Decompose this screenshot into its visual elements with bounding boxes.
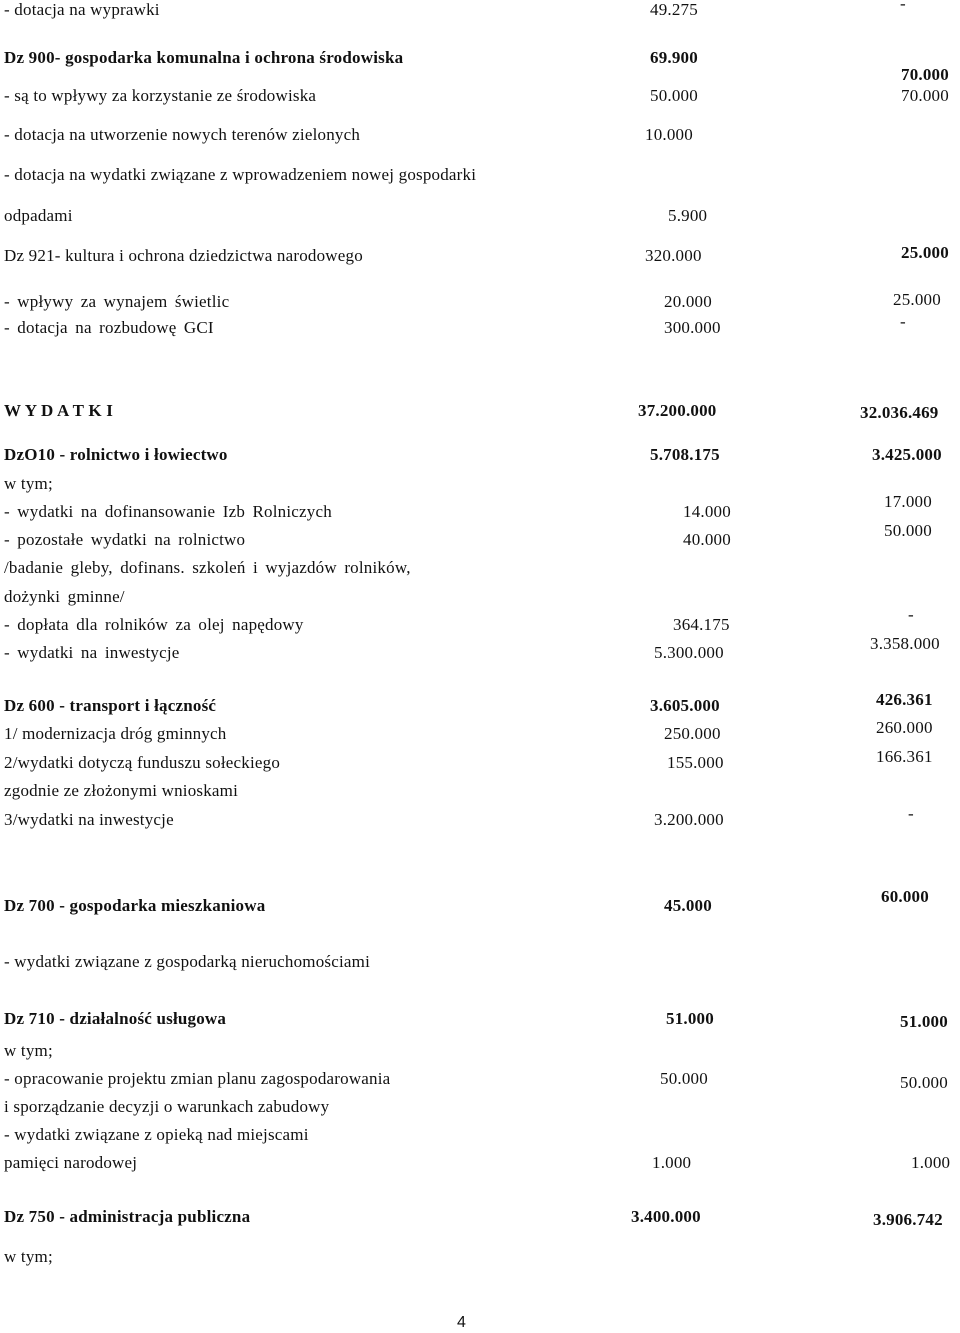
row-label: 1/ modernizacja dróg gminnych	[4, 724, 227, 743]
row-exec-value: -	[908, 605, 914, 624]
row-exec-value: -	[908, 804, 914, 823]
row-label: dożynki gminne/	[4, 587, 125, 606]
row-label: w tym;	[4, 1247, 53, 1266]
row-plan-value: 5.708.175	[650, 445, 720, 464]
row-plan-value: 14.000	[683, 502, 731, 521]
row-exec-value: 50.000	[884, 521, 932, 540]
row-exec-value: 17.000	[884, 492, 932, 511]
row-label: - opracowanie projektu zmian planu zagospodarowania	[4, 1069, 391, 1088]
row-label: - dopłata dla rolników za olej napędowy	[4, 615, 304, 634]
row-exec-value: 60.000	[881, 887, 929, 906]
row-exec-value: -	[900, 312, 906, 331]
section-heading: Dz 921- kultura i ochrona dziedzictwa narodowego	[4, 246, 363, 265]
row-exec-value: 51.000	[900, 1012, 948, 1031]
row-plan-value: 250.000	[664, 724, 721, 743]
section-heading: Dz 600 - transport i łączność	[4, 696, 217, 715]
row-exec-value: -	[900, 0, 906, 13]
row-plan-value: 51.000	[666, 1009, 714, 1028]
row-exec-value: 1.000	[911, 1153, 951, 1172]
section-heading: Dz 710 - działalność usługowa	[4, 1009, 227, 1028]
row-exec-value: 426.361	[876, 690, 933, 709]
row-plan-value: 364.175	[673, 615, 730, 634]
row-label: 2/wydatki dotyczą funduszu sołeckiego	[4, 753, 281, 772]
row-exec-value: 70.000	[901, 86, 949, 105]
row-exec-value: 25.000	[893, 290, 941, 309]
section-heading: DzO10 - rolnictwo i łowiectwo	[4, 445, 228, 464]
row-label: - dotacja na utworzenie nowych terenów zielonych	[4, 125, 361, 144]
row-plan-value: 300.000	[664, 318, 721, 337]
row-plan-value: 45.000	[664, 896, 712, 915]
row-label: w tym;	[4, 1041, 53, 1060]
row-plan-value: 3.400.000	[631, 1207, 701, 1226]
section-heading: Dz 900- gospodarka komunalna i ochrona środowiska	[4, 48, 404, 67]
row-plan-value: 320.000	[645, 246, 702, 265]
row-exec-value: 260.000	[876, 718, 933, 737]
row-label: - dotacja na wyprawki	[4, 0, 160, 19]
row-exec-value: 32.036.469	[860, 403, 939, 422]
row-plan-value: 20.000	[664, 292, 712, 311]
section-heading: Dz 750 - administracja publiczna	[4, 1207, 251, 1226]
row-label: zgodnie ze złożonymi wnioskami	[4, 781, 239, 800]
row-exec-value: 50.000	[900, 1073, 948, 1092]
row-label: - wydatki na inwestycje	[4, 643, 180, 662]
row-label: - wydatki związane z gospodarką nieruchomościami	[4, 952, 370, 971]
row-exec-value: 25.000	[901, 243, 949, 262]
row-plan-value: 155.000	[667, 753, 724, 772]
row-label: - wydatki na dofinansowanie Izb Rolniczych	[4, 502, 332, 521]
row-plan-value: 50.000	[650, 86, 698, 105]
row-exec-value: 3.358.000	[870, 634, 940, 653]
row-label: - wydatki związane z opieką nad miejscami	[4, 1125, 309, 1144]
row-plan-value: 40.000	[683, 530, 731, 549]
row-exec-value: 166.361	[876, 747, 933, 766]
row-plan-value: 37.200.000	[638, 401, 717, 420]
row-exec-value: 3.425.000	[872, 445, 942, 464]
row-plan-value: 69.900	[650, 48, 698, 67]
row-plan-value: 49.275	[650, 0, 698, 19]
row-label: - są to wpływy za korzystanie ze środowiska	[4, 86, 317, 105]
page-number: 4	[457, 1314, 467, 1331]
row-label: pamięci narodowej	[4, 1153, 138, 1172]
row-label: - dotacja na wydatki związane z wprowadzeniem nowej gospodarki	[4, 165, 477, 184]
row-label: - dotacja na rozbudowę GCI	[4, 318, 214, 337]
row-plan-value: 5.900	[668, 206, 708, 225]
row-label: odpadami	[4, 206, 73, 225]
row-exec-value: 3.906.742	[873, 1210, 943, 1229]
section-heading: W Y D A T K I	[4, 401, 114, 420]
row-plan-value: 3.605.000	[650, 696, 720, 715]
row-exec-value: 70.000	[901, 65, 949, 84]
row-plan-value: 1.000	[652, 1153, 692, 1172]
row-label: 3/wydatki na inwestycje	[4, 810, 174, 829]
row-plan-value: 10.000	[645, 125, 693, 144]
row-plan-value: 50.000	[660, 1069, 708, 1088]
row-label: - wpływy za wynajem świetlic	[4, 292, 230, 311]
section-heading: Dz 700 - gospodarka mieszkaniowa	[4, 896, 266, 915]
row-label: i sporządzanie decyzji o warunkach zabudowy	[4, 1097, 330, 1116]
row-plan-value: 5.300.000	[654, 643, 724, 662]
row-label: - pozostałe wydatki na rolnictwo	[4, 530, 246, 549]
row-label: /badanie gleby, dofinans. szkoleń i wyjazdów rolników,	[4, 558, 411, 577]
row-label: w tym;	[4, 474, 53, 493]
row-plan-value: 3.200.000	[654, 810, 724, 829]
